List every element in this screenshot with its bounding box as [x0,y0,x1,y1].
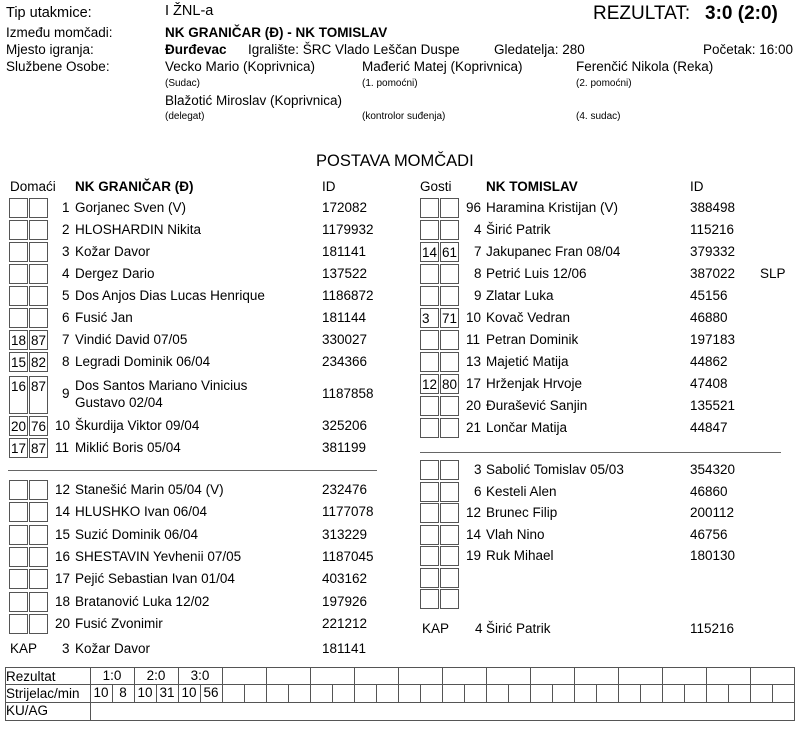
grid-scorer: 31 [159,685,175,700]
home-kap-name: Kožar Davor [75,641,151,656]
grid-result: 1:0 [102,668,122,683]
grid-col-line [310,684,311,702]
sub-number: 15 [55,526,71,542]
grid-col-line [706,667,707,684]
player-name: Jakupanec Fran 08/04 [486,244,621,259]
minute-box [420,503,439,523]
minute-box [440,396,459,416]
grid-col-line [662,684,663,702]
grid-col-line [486,684,487,702]
grid-col-line [288,684,289,702]
player-name: Zlatar Luka [486,288,554,303]
home-team-name: NK GRANIČAR (Đ) [75,179,194,194]
home-separator [8,470,377,471]
player-id: 115216 [690,222,735,237]
player-name: Kovač Vedran [486,310,571,325]
grid-col-line [266,667,267,684]
minute-box [420,264,439,284]
player-name: Fusić Jan [75,310,133,325]
minute-box [440,460,459,480]
minute-box [29,242,48,262]
player-number: 21 [466,420,482,435]
player-name: Širić Patrik [486,222,551,237]
sub-id: 46860 [690,483,728,499]
player-id: 45156 [690,288,728,303]
rezultat-label: REZULTAT: [593,3,691,24]
tip-value: I ŽNL-a [165,3,214,19]
sub-id: 221212 [322,615,368,631]
section-title: POSTAVA MOMČADI [316,152,474,170]
grid-scorer: 10 [93,685,109,700]
minute-box [29,547,48,567]
player-name: Petrić Luis 12/06 [486,266,587,281]
player-name: Lončar Matija [486,420,568,435]
away-team-name: NK TOMISLAV [486,179,578,194]
grid-col-line [574,667,575,684]
player-id: 181144 [322,310,367,325]
player-number: 13 [466,354,482,369]
minute-box [29,264,48,284]
grid-col-line [530,667,531,684]
player-number: 11 [466,332,481,347]
player-note: SLP [760,266,786,281]
sub-number: 20 [55,615,71,631]
minute-box [440,482,459,502]
player-number: 3 [62,244,70,259]
official-role: (kontrolor suđenja) [362,111,446,122]
player-number: 2 [62,222,70,237]
sub-id: 1177078 [322,504,374,520]
minute-box: 14 [420,242,439,262]
sub-id: 232476 [322,482,368,497]
minute-box [440,286,459,306]
grid-scorer: 8 [119,685,127,700]
grid-col-line [772,684,773,702]
grid-label-strijelac: Strijelac/min [6,686,80,701]
player-name-cont: Gustavo 02/04 [75,395,163,410]
grid-col-line [354,667,355,684]
grid-col-line [376,684,377,702]
grid-col-line [706,684,707,702]
grid-col-line [508,684,509,702]
player-name: Miklić Boris 05/04 [75,440,181,455]
minute-box [9,198,28,218]
minute-box: 87 [29,376,48,414]
official-name: Vecko Mario (Koprivnica) [165,59,316,74]
official-name: Blažotić Miroslav (Koprivnica) [165,93,343,108]
player-number: 96 [466,200,482,215]
grid-col-line [398,684,399,702]
player-name: Vindić David 07/05 [75,332,188,347]
sub-id: 1187045 [322,548,374,564]
minute-box [29,592,48,612]
minute-box [29,220,48,240]
player-id: 325206 [322,418,368,433]
player-name: Hrženjak Hrvoje [486,376,583,391]
grid-col-line [442,667,443,684]
minute-box [9,242,28,262]
grid-col-line [574,684,575,702]
player-name: Petran Dominik [486,332,579,347]
grid-col-line [464,684,465,702]
igraliste: Igralište: ŠRC Vlado Leščan Duspe [248,42,460,57]
player-id: 234366 [322,354,368,369]
sub-number: 6 [474,483,482,499]
izmedu-label: Između momčadi: [6,25,113,40]
tip-label: Tip utakmice: [6,5,92,21]
grid-col-line [354,684,355,702]
player-name: HLOSHARDIN Nikita [75,222,202,237]
sub-id: 197926 [322,593,368,609]
grid-col-line [442,684,443,702]
player-name: Legradi Dominik 06/04 [75,354,211,369]
minute-box [29,480,48,500]
official-name: Mađerić Matej (Koprivnica) [362,59,523,74]
grid-col-line [530,684,531,702]
minute-box [420,396,439,416]
sub-id: 180130 [690,548,736,563]
sub-name: Kesteli Alen [486,483,557,499]
minute-box [9,614,28,634]
player-id: 388498 [690,200,736,215]
official-role: (4. sudac) [576,111,621,122]
player-number: 9 [474,288,482,303]
grid-result: 3:0 [190,668,210,683]
rezultat-value: 3:0 (2:0) [705,3,778,24]
away-kap-id: 115216 [690,621,735,636]
minute-box [9,547,28,567]
minute-box [9,286,28,306]
minute-box [9,480,28,500]
player-number: 10 [55,418,71,433]
official-name: Ferenčić Nikola (Reka) [576,59,714,74]
minute-box [420,330,439,350]
player-number: 4 [62,266,70,281]
minute-box [420,546,439,566]
minute-box: 12 [420,374,439,394]
away-separator [420,452,781,453]
minute-box [440,568,459,588]
player-id: 135521 [690,398,736,413]
player-id: 44847 [690,420,728,435]
player-id: 46880 [690,310,728,325]
sub-name: Bratanović Luka 12/02 [75,593,210,609]
player-number: 7 [62,332,70,347]
minute-box [9,308,28,328]
minute-box: 15 [9,352,28,372]
minute-box [420,460,439,480]
grid-row-line [5,702,795,703]
grid-col-line [640,684,641,702]
sub-name: Sabolić Tomislav 05/03 [486,462,624,477]
player-number: 11 [55,440,70,455]
minute-box [29,525,48,545]
minute-box [29,286,48,306]
gledatelja: Gledatelja: 280 [494,42,585,57]
grid-col-line [750,684,751,702]
away-id-label: ID [690,179,704,194]
minute-box [440,525,459,545]
minute-box: 18 [9,330,28,350]
minute-box: 71 [440,308,459,328]
sub-id: 313229 [322,526,368,542]
official-role: (Sudac) [165,78,201,89]
grid-col-line [222,684,223,702]
grid-col-line [332,684,333,702]
sub-number: 3 [474,462,482,477]
official-role: (1. pomoćni) [362,78,418,89]
minute-box [29,569,48,589]
grid-col-line [310,667,311,684]
away-kap-label: KAP [422,621,450,636]
minute-box: 3 [420,308,439,328]
minute-box [29,502,48,522]
grid-scorer: 10 [181,685,197,700]
player-name: Dergez Dario [75,266,155,281]
minute-box [29,198,48,218]
minute-box: 16 [9,376,28,414]
minute-box [440,264,459,284]
grid-scorer: 56 [203,685,219,700]
player-id: 1187858 [322,386,374,401]
minute-box [440,503,459,523]
minute-box: 87 [29,330,48,350]
sub-name: HLUSHKO Ivan 06/04 [75,504,208,520]
player-number: 7 [474,244,482,259]
minute-box [420,568,439,588]
minute-box [9,502,28,522]
sub-name: Ruk Mihael [486,548,554,563]
home-side-label: Domaći [10,179,56,194]
sub-number: 16 [55,548,71,564]
sub-id: 354320 [690,462,736,477]
sub-number: 14 [55,504,71,520]
player-name: Škurdija Viktor 09/04 [75,418,200,433]
mjesto-label: Mjesto igranja: [6,42,94,57]
sub-id: 403162 [322,571,368,587]
minute-box: 76 [29,416,48,436]
player-id: 137522 [322,266,368,281]
player-id: 172082 [322,200,368,215]
home-kap-id: 181141 [322,641,367,656]
player-number: 4 [474,222,482,237]
minute-box: 17 [9,438,28,458]
minute-box [9,525,28,545]
minute-box: 82 [29,352,48,372]
sluzbene-label: Službene Osobe: [6,59,110,74]
sub-name: Fusić Zvonimir [75,615,163,631]
minute-box [420,286,439,306]
minute-box [420,220,439,240]
sub-number: 12 [55,482,71,497]
player-number: 10 [466,310,482,325]
player-number: 20 [466,398,482,413]
away-kap-name: Širić Patrik [486,621,551,636]
player-name: Gorjanec Sven (V) [75,200,187,215]
minute-box [440,330,459,350]
player-id: 387022 [690,266,736,281]
player-id: 44862 [690,354,728,369]
grid-col-line [552,684,553,702]
player-number: 1 [62,200,70,215]
minute-box [420,418,439,438]
minute-box [420,525,439,545]
player-number: 5 [62,288,70,303]
minute-box [440,546,459,566]
grid-col-line [750,667,751,684]
home-kap-label: KAP [10,641,38,656]
home-kap-num: 3 [62,641,70,656]
away-kap-num: 4 [475,621,483,636]
sub-number: 12 [466,505,482,520]
player-id: 1179932 [322,222,374,237]
player-number: 8 [62,354,70,369]
minute-box [440,352,459,372]
grid-col-line [662,667,663,684]
player-id: 1186872 [322,288,374,303]
player-name: Đurašević Sanjin [486,398,588,413]
minute-box [29,308,48,328]
pocetak: Početak: 16:00 [703,42,794,57]
sub-number: 19 [466,548,482,563]
grid-col-line [486,667,487,684]
sub-id: 46756 [690,526,728,542]
minute-box: 61 [440,242,459,262]
official-role: (2. pomoćni) [576,78,632,89]
player-id: 181141 [322,244,367,259]
away-side-label: Gosti [420,179,452,194]
grid-label-kuag: KU/AG [6,703,49,718]
grid-col-line [244,684,245,702]
minute-box: 20 [9,416,28,436]
sub-number: 18 [55,593,71,609]
sub-name: Pejić Sebastian Ivan 01/04 [75,571,235,587]
minute-box [440,198,459,218]
minute-box [9,220,28,240]
player-id: 381199 [322,440,367,455]
minute-box [9,569,28,589]
player-name: Dos Anjos Dias Lucas Henrique [75,288,265,303]
player-id: 47408 [690,376,728,391]
player-name: Dos Santos Mariano Vinicius [75,378,248,393]
player-number: 17 [466,376,482,391]
player-name: Majetić Matija [486,354,569,369]
minute-box [440,589,459,609]
grid-col-line [684,684,685,702]
minute-box [29,614,48,634]
player-name: Haramina Kristijan (V) [486,200,619,215]
player-id: 330027 [322,332,368,347]
minute-box [420,482,439,502]
grid-label-rezultat: Rezultat [6,669,56,684]
grid-col-line [266,684,267,702]
grid-col-line [618,667,619,684]
minute-box [440,220,459,240]
grid-col-line [728,684,729,702]
sub-id: 200112 [690,505,735,520]
sub-name: SHESTAVIN Yevhenii 07/05 [75,548,242,564]
minute-box [420,198,439,218]
player-number: 8 [474,266,482,281]
sub-name: Brunec Filip [486,505,558,520]
grid-col-line [420,684,421,702]
grid-col-line [618,684,619,702]
sub-number: 14 [466,526,482,542]
minute-box [9,592,28,612]
player-id: 379332 [690,244,736,259]
minute-box: 80 [440,374,459,394]
minute-box [9,264,28,284]
sub-name: Stanešić Marin 05/04 (V) [75,482,224,497]
grid-col-line [222,667,223,684]
grid-col-line [596,684,597,702]
grid-scorer: 10 [137,685,153,700]
minute-box [440,418,459,438]
match-title: NK GRANIČAR (Đ) - NK TOMISLAV [165,25,388,40]
player-number: 6 [62,310,70,325]
player-name: Kožar Davor [75,244,151,259]
player-number: 9 [62,386,70,401]
sub-name: Suzić Dominik 06/04 [75,526,199,542]
grid-col-line [398,667,399,684]
official-role: (delegat) [165,111,205,122]
home-id-label: ID [322,179,336,194]
minute-box: 87 [29,438,48,458]
minute-box [420,589,439,609]
player-id: 197183 [690,332,736,347]
minute-box [420,352,439,372]
grid-result: 2:0 [146,668,166,683]
sub-name: Vlah Nino [486,526,545,542]
mjesto-value: Đurđevac [165,42,227,57]
sub-number: 17 [55,571,71,587]
